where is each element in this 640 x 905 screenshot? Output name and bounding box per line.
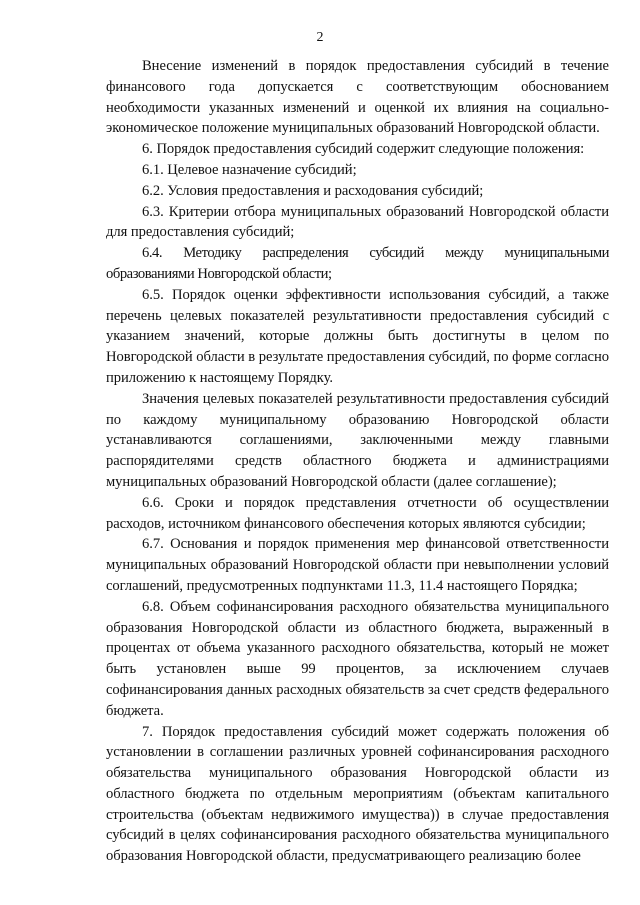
paragraph-7: 7. Порядок предоставления субсидий может содержать положения об установлении в соглашении различных уровней софинансирования расходного обязательства муниципального образования Новгородской области из областного бюджета по отдельным мероприятиям (объектам капитального строительства (объектам недвижимого имущества)) в случае предоставления субсидий в целях софинансирования расходного обязательства муниципального образования Новгородской области, предусматривающего реализацию более [106,723,609,865]
paragraph-6-6: 6.6. Сроки и порядок представления отчетности об осуществлении расходов, источником финансового обеспечения которых являются субсидии; [106,494,609,532]
page-number: 2 [316,30,324,45]
paragraph-target-values: Значения целевых показателей результативности предоставления субсидий по каждому муниципальному образованию Новгородской области устанавливаются соглашениями, заключенными между главными распорядителями средств областного бюджета и администрациями муниципальных образований Новгородской области (далее соглашение); [106,390,609,490]
paragraph-6-4: 6.4. Методику распределения субсидий между муниципальными образованиями Новгородской области; [106,245,609,282]
paragraph-6-2: 6.2. Условия предоставления и расходования субсидий; [142,182,484,199]
paragraph-6-5: 6.5. Порядок оценки эффективности использования субсидий, а также перечень целевых показателей результативности предоставления субсидий с указанием значений, которые должны быть достигнуты в целом по Новгородской области в результате предоставления субсидий, по форме согласно приложению к настоящему Порядку. [106,286,609,386]
paragraph-6-7: 6.7. Основания и порядок применения мер финансовой ответственности муниципальных образований Новгородской области при невыполнении условий соглашений, предусмотренных подпунктами 11.3, 11.4 настоящего Порядка; [106,536,609,594]
paragraph-6: 6. Порядок предоставления субсидий содержит следующие положения: [142,141,585,158]
paragraph-amendments: Внесение изменений в порядок предоставления субсидий в течение финансового года допускается с соответствующим обоснованием необходимости указанных изменений и оценкой их влияния на социально-экономическое положение муниципальных образований Новгородской области. [106,58,609,137]
paragraph-6-3: 6.3. Критерии отбора муниципальных образований Новгородской области для предоставления субсидий; [106,203,609,241]
paragraph-6-8: 6.8. Объем софинансирования расходного обязательства муниципального образования Новгородской области из областного бюджета, выраженный в процентах от объема указанного расходного обязательства, который не может быть установлен выше 99 процентов, за исключением случаев софинансирования данных расходных обязательств за счет средств федерального бюджета. [106,598,609,719]
document-body [106,56,609,867]
paragraph-6-1: 6.1. Целевое назначение субсидий; [142,161,357,178]
